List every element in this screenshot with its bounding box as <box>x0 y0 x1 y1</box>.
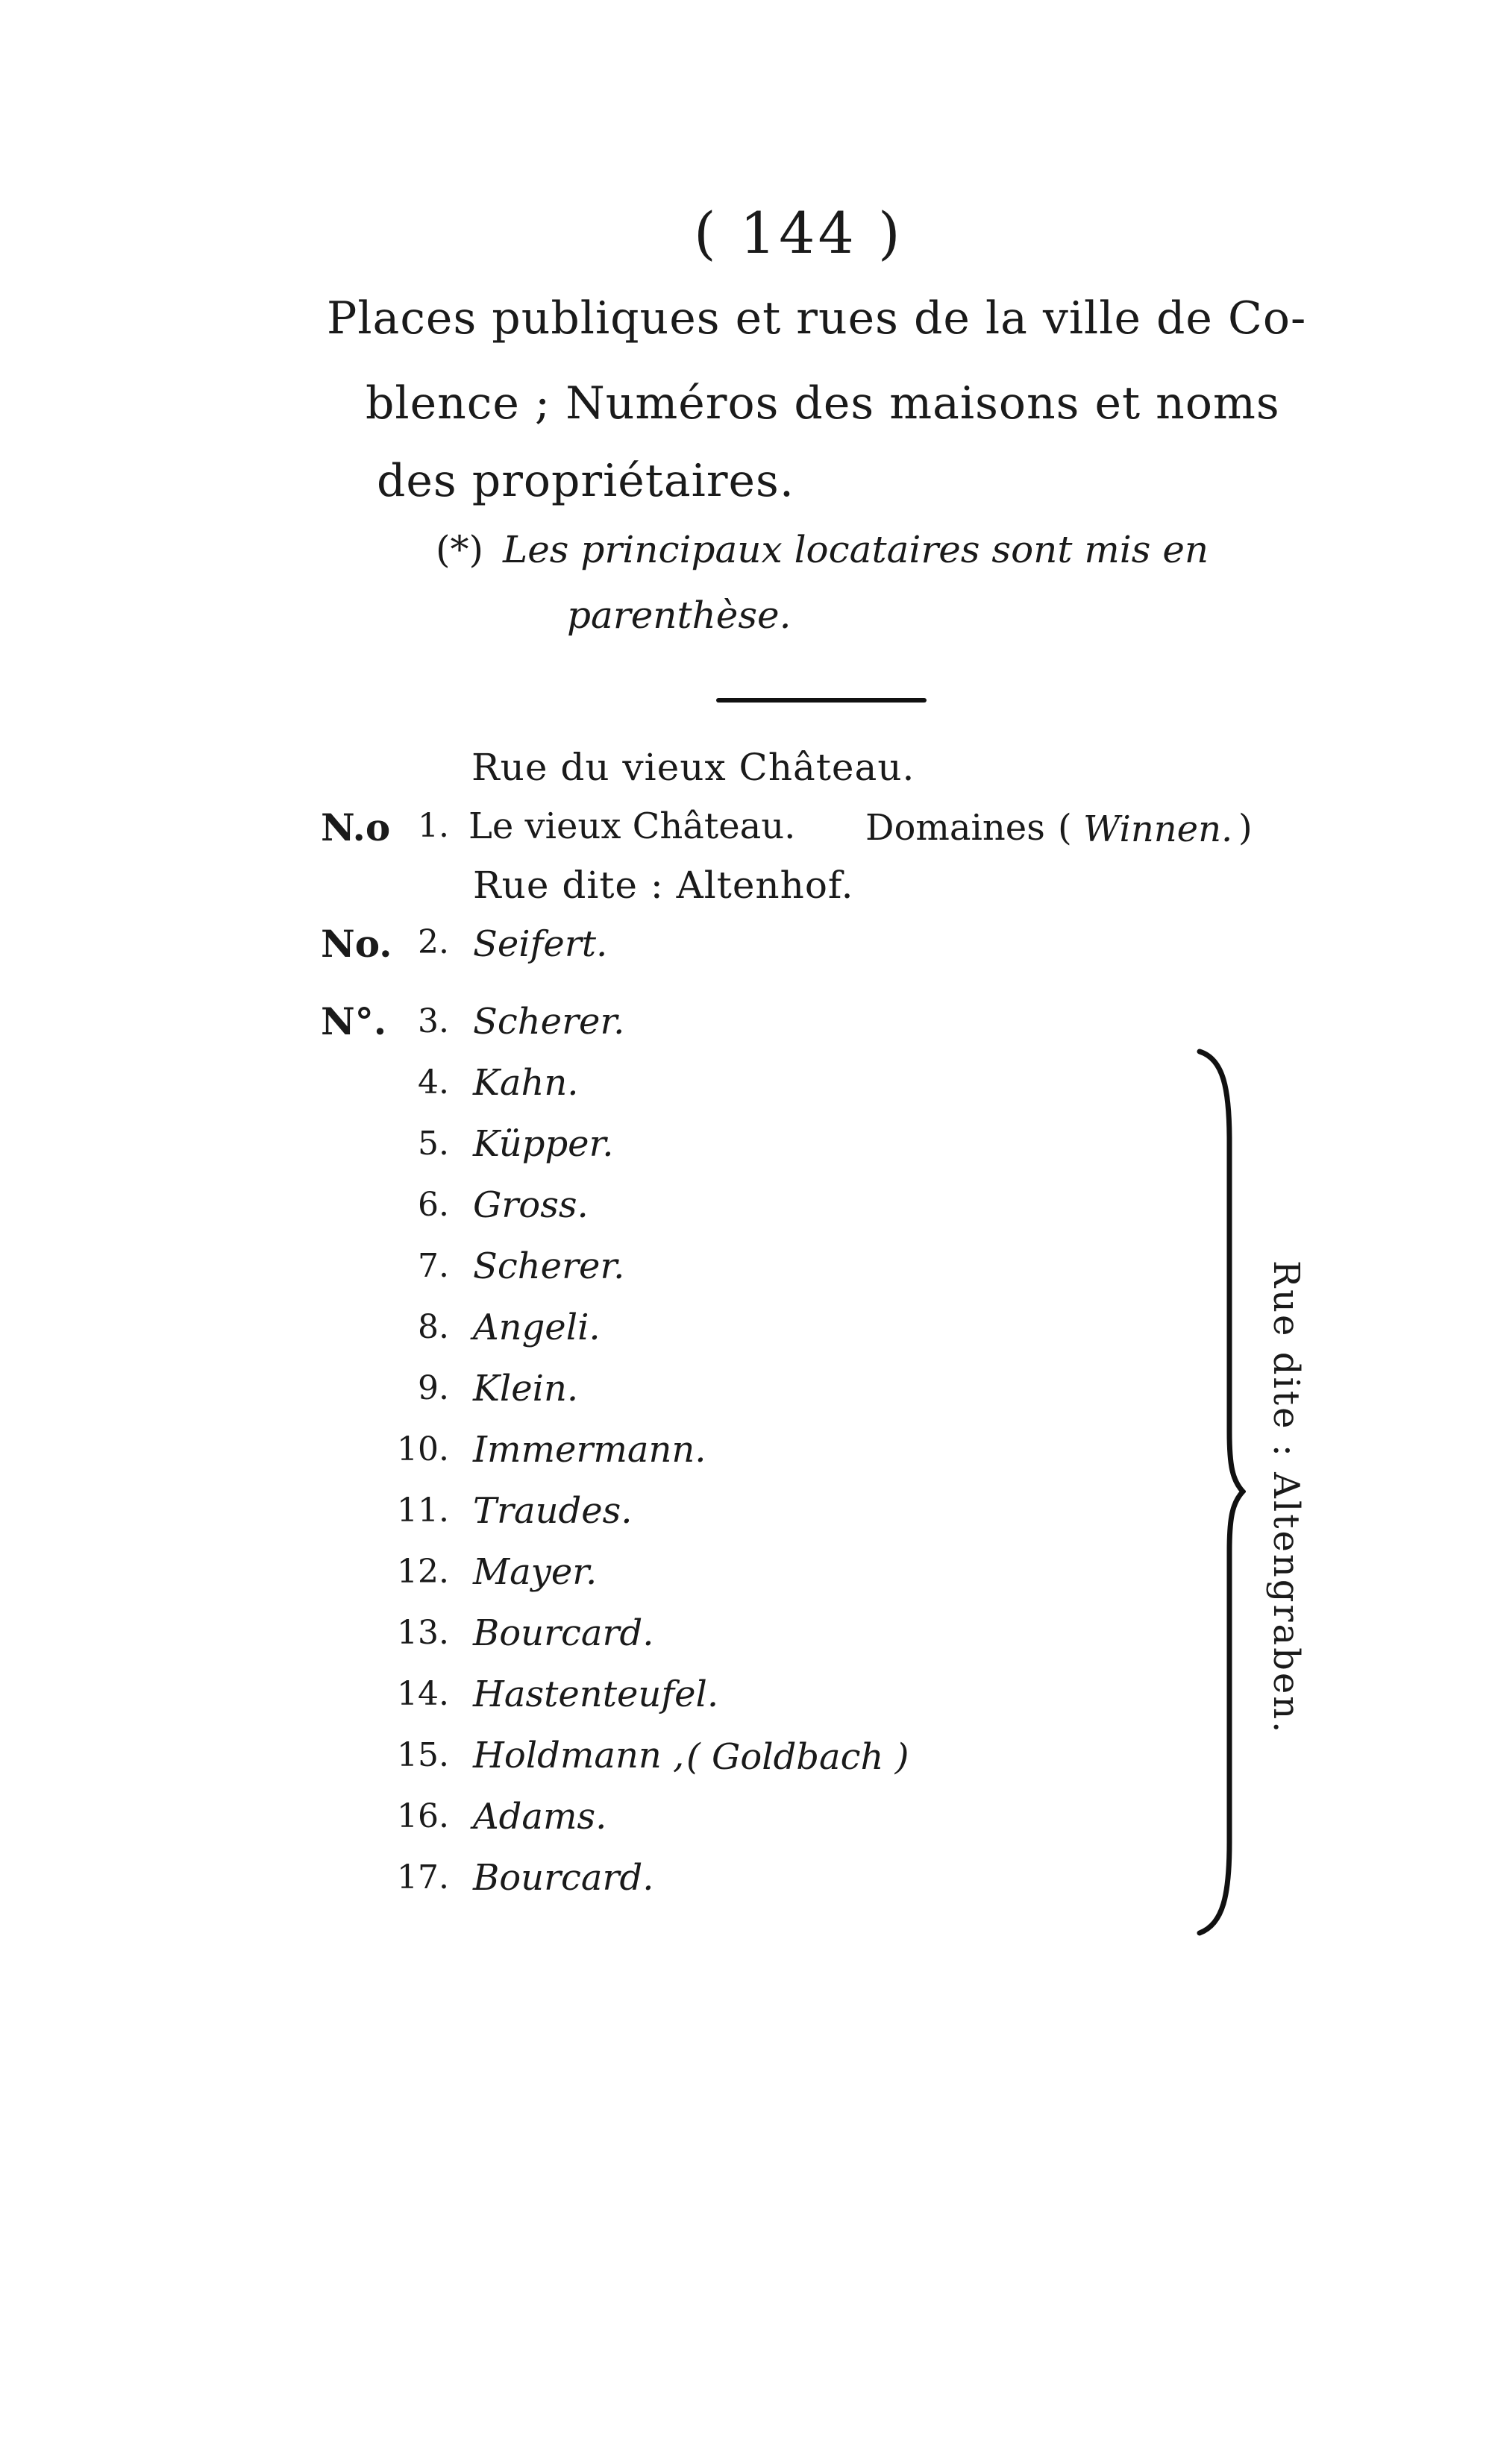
entry-name: Bourcard. <box>473 1857 654 1899</box>
side-label-altengraben: Rue dite : Altengraben. <box>1265 1260 1307 1735</box>
entry-number: 3. <box>418 1002 449 1040</box>
entry-number: 15. <box>397 1736 449 1774</box>
entry-number: 11. <box>397 1492 449 1530</box>
entry-tenant-open: ( <box>1058 807 1072 849</box>
entry-number: 9. <box>418 1369 449 1407</box>
entry-name: Küpper. <box>473 1123 614 1165</box>
entry-prefix: No. <box>321 922 392 966</box>
entry-tenant-close: ) <box>1238 807 1253 849</box>
footnote-line-2: parenthèse. <box>567 594 792 637</box>
page-title-line-1: Places publiques et rues de la ville de Co- <box>327 292 1307 345</box>
entry-number: 13. <box>397 1614 449 1652</box>
street-heading-altenhof: Rue dite : Altenhof. <box>473 864 854 907</box>
entry-name: Immermann. <box>473 1429 706 1471</box>
entry-name: Klein. <box>473 1368 579 1409</box>
entry-number: 17. <box>397 1858 449 1896</box>
page-title-line-2: blence ; Numéros des maisons et noms <box>366 377 1280 430</box>
entry-number: 12. <box>397 1553 449 1591</box>
entry-tenant: ( Goldbach ) <box>686 1736 909 1778</box>
entry-name: Hastenteufel. <box>473 1673 719 1715</box>
entry-name: Holdmann , <box>473 1735 685 1776</box>
entry-number: 14. <box>397 1675 449 1713</box>
footnote-line-1 <box>436 528 1209 571</box>
entry-name: Kahn. <box>473 1062 579 1104</box>
entry-name: Bourcard. <box>473 1612 654 1654</box>
footnote-text-1: Les principaux locataires sont mis en <box>503 528 1209 571</box>
entry-name: Seifert. <box>473 923 608 965</box>
entry-prefix: N.o <box>321 805 391 849</box>
curly-brace-icon <box>1194 1044 1246 1939</box>
footnote-marker: (*) <box>436 528 484 571</box>
entry-prefix: N°. <box>321 999 387 1043</box>
entry-owner: Domaines <box>865 807 1045 849</box>
entry-number: 6. <box>418 1186 449 1224</box>
entry-tenant: Winnen. <box>1083 808 1233 850</box>
entry-name: Angeli. <box>473 1307 601 1348</box>
entry-name: Le vieux Château. <box>468 805 796 847</box>
page-number: ( 144 ) <box>694 200 903 266</box>
entry-number: 5. <box>418 1125 449 1163</box>
section-divider <box>716 698 927 703</box>
entry-name: Adams. <box>473 1796 607 1838</box>
street-heading-vieux-chateau: Rue du vieux Château. <box>471 746 915 789</box>
entry-number: 2. <box>418 923 449 961</box>
entry-number: 10. <box>397 1430 449 1468</box>
entry-number: 4. <box>418 1063 449 1101</box>
entry-name: Mayer. <box>473 1551 598 1593</box>
page-title-line-3: des propriétaires. <box>377 455 794 507</box>
entry-number: 7. <box>418 1247 449 1285</box>
entry-number: 8. <box>418 1308 449 1346</box>
entry-name: Scherer. <box>473 1001 625 1043</box>
entry-number: 1. <box>418 807 449 845</box>
entry-name: Scherer. <box>473 1245 625 1287</box>
entry-name: Gross. <box>473 1184 589 1226</box>
entry-name: Traudes. <box>473 1490 633 1532</box>
entry-number: 16. <box>397 1797 449 1835</box>
